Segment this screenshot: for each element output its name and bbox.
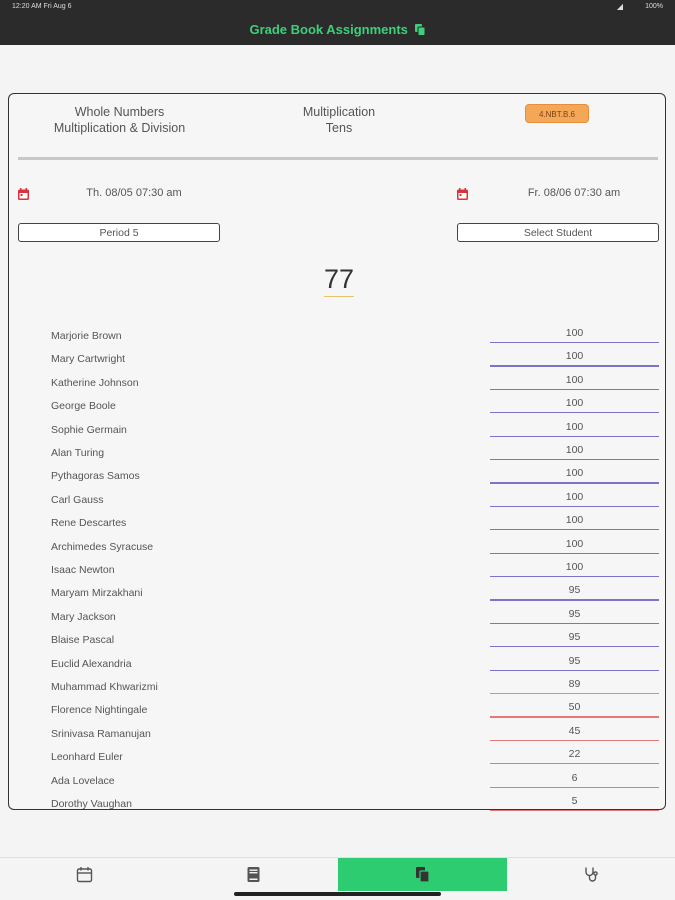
calendar-icon	[76, 866, 93, 883]
assignment-card	[8, 93, 666, 810]
student-grade-input[interactable]: 100	[565, 561, 584, 573]
student-grade-input[interactable]: 22	[568, 748, 581, 761]
standard-badge[interactable]: 4.NBT.B.6	[525, 104, 589, 123]
student-grade-input[interactable]: 45	[568, 724, 581, 737]
grade-underline	[490, 623, 659, 624]
grade-underline	[490, 436, 659, 437]
stethoscope-icon	[583, 866, 600, 883]
student-row[interactable]	[9, 397, 667, 420]
student-grade-input[interactable]: 100	[565, 514, 584, 527]
tab-assignments[interactable]	[338, 858, 507, 891]
student-name: Florence Nightingale	[51, 704, 148, 717]
student-grade-input[interactable]: 100	[565, 397, 584, 410]
student-grade-input[interactable]: 95	[568, 631, 581, 644]
student-row[interactable]	[9, 374, 667, 397]
student-name: Pythagoras Samos	[51, 470, 140, 483]
grade-underline	[490, 763, 659, 764]
student-grade-input[interactable]: 100	[565, 467, 584, 480]
student-grade-input[interactable]: 6	[571, 771, 578, 784]
page-title	[0, 22, 675, 37]
student-select-button[interactable]: Select Student	[457, 223, 659, 242]
grade-underline	[490, 787, 659, 788]
grade-underline	[490, 576, 659, 577]
student-row[interactable]	[9, 467, 667, 490]
student-name: Archimedes Syracuse	[51, 540, 154, 553]
student-name: Rene Descartes	[51, 517, 127, 530]
student-row[interactable]	[9, 491, 667, 514]
book-icon	[245, 866, 262, 883]
student-row[interactable]	[9, 631, 667, 654]
home-indicator	[234, 892, 441, 896]
student-name: Isaac Newton	[51, 564, 115, 576]
start-date[interactable]: Th. 08/05 07:30 am	[86, 187, 182, 199]
copy-icon	[415, 24, 426, 36]
student-grade-input[interactable]: 100	[565, 327, 584, 339]
subtopic-text: Multiplication Tens	[302, 105, 376, 135]
student-grade-input[interactable]: 100	[565, 350, 584, 363]
score-underline	[324, 296, 354, 297]
assignments-icon	[414, 866, 431, 883]
student-grade-input[interactable]: 100	[565, 490, 584, 503]
student-row[interactable]	[9, 678, 667, 701]
topic-text: Whole Numbers Multiplication & Division	[53, 105, 186, 135]
student-grade-input[interactable]: 95	[568, 654, 581, 667]
student-row[interactable]	[9, 725, 667, 748]
period-select-button[interactable]: Period 5	[18, 223, 220, 242]
student-name: Alan Turing	[51, 447, 105, 459]
wifi-icon: ◢	[616, 2, 623, 11]
student-row[interactable]	[9, 701, 667, 724]
student-row[interactable]	[9, 795, 667, 818]
grade-underline	[490, 365, 659, 366]
grade-underline	[490, 482, 659, 483]
tab-health[interactable]	[507, 858, 675, 891]
page-title-text: Grade Book Assignments	[249, 22, 408, 37]
grade-underline	[490, 716, 659, 717]
student-grade-input[interactable]: 100	[565, 537, 584, 550]
student-grade-input[interactable]: 89	[568, 678, 581, 690]
student-row[interactable]	[9, 748, 667, 771]
student-row[interactable]	[9, 444, 667, 467]
grade-underline	[490, 342, 659, 343]
status-bar	[0, 0, 675, 14]
student-name: Maryam Mirzakhani	[51, 587, 143, 600]
assignment-subtopic	[269, 104, 409, 136]
student-name: George Boole	[51, 400, 116, 413]
student-name: Leonhard Euler	[51, 751, 123, 764]
tab-bar	[0, 857, 675, 891]
start-calendar-icon[interactable]	[18, 188, 29, 200]
grade-underline	[490, 740, 659, 741]
student-row[interactable]	[9, 350, 667, 373]
student-row[interactable]	[9, 327, 667, 350]
grade-underline	[490, 459, 659, 460]
student-name: Marjorie Brown	[51, 330, 122, 342]
student-row[interactable]	[9, 514, 667, 537]
tab-calendar[interactable]	[0, 858, 169, 891]
student-row[interactable]	[9, 538, 667, 561]
end-date[interactable]: Fr. 08/06 07:30 am	[527, 187, 621, 199]
end-calendar-icon[interactable]	[457, 188, 468, 200]
student-name: Muhammad Khwarizmi	[51, 681, 158, 693]
student-grade-input[interactable]: 95	[568, 607, 581, 620]
student-name: Mary Cartwright	[51, 353, 126, 366]
student-grade-input[interactable]: 100	[565, 373, 584, 386]
student-grade-input[interactable]: 100	[565, 420, 584, 433]
student-name: Srinivasa Ramanujan	[51, 727, 151, 740]
student-name: Dorothy Vaughan	[51, 798, 132, 810]
student-name: Blaise Pascal	[51, 634, 115, 647]
grade-underline	[490, 506, 659, 507]
student-row[interactable]	[9, 561, 667, 584]
average-score: 77	[323, 264, 355, 294]
grade-underline	[490, 646, 659, 647]
assignment-topic	[47, 104, 192, 136]
grade-underline	[490, 529, 659, 530]
grade-underline	[490, 553, 659, 554]
student-row[interactable]	[9, 584, 667, 607]
student-name: Ada Lovelace	[51, 774, 115, 787]
battery-level: 100%	[645, 3, 663, 10]
grade-underline	[490, 599, 659, 600]
student-row[interactable]	[9, 655, 667, 678]
student-grade-input[interactable]: 100	[565, 444, 584, 456]
student-name: Euclid Alexandria	[51, 657, 132, 670]
navigation-bar	[0, 14, 675, 45]
student-row[interactable]	[9, 421, 667, 444]
student-grade-input[interactable]: 5	[571, 795, 578, 807]
student-row[interactable]	[9, 608, 667, 631]
divider	[18, 157, 658, 160]
grade-underline	[490, 693, 659, 694]
student-name: Carl Gauss	[51, 493, 104, 506]
student-grade-input[interactable]: 95	[568, 584, 581, 597]
student-row[interactable]	[9, 772, 667, 795]
grade-underline	[490, 389, 659, 390]
student-name: Mary Jackson	[51, 610, 116, 623]
student-name: Katherine Johnson	[51, 376, 139, 389]
status-time: 12:20 AM Fri Aug 6	[12, 3, 72, 10]
grade-underline	[490, 810, 659, 811]
student-grade-input[interactable]: 50	[568, 701, 581, 714]
tab-gradebook[interactable]	[169, 858, 338, 891]
grade-underline	[490, 412, 659, 413]
student-name: Sophie Germain	[51, 423, 127, 436]
grade-underline	[490, 670, 659, 671]
